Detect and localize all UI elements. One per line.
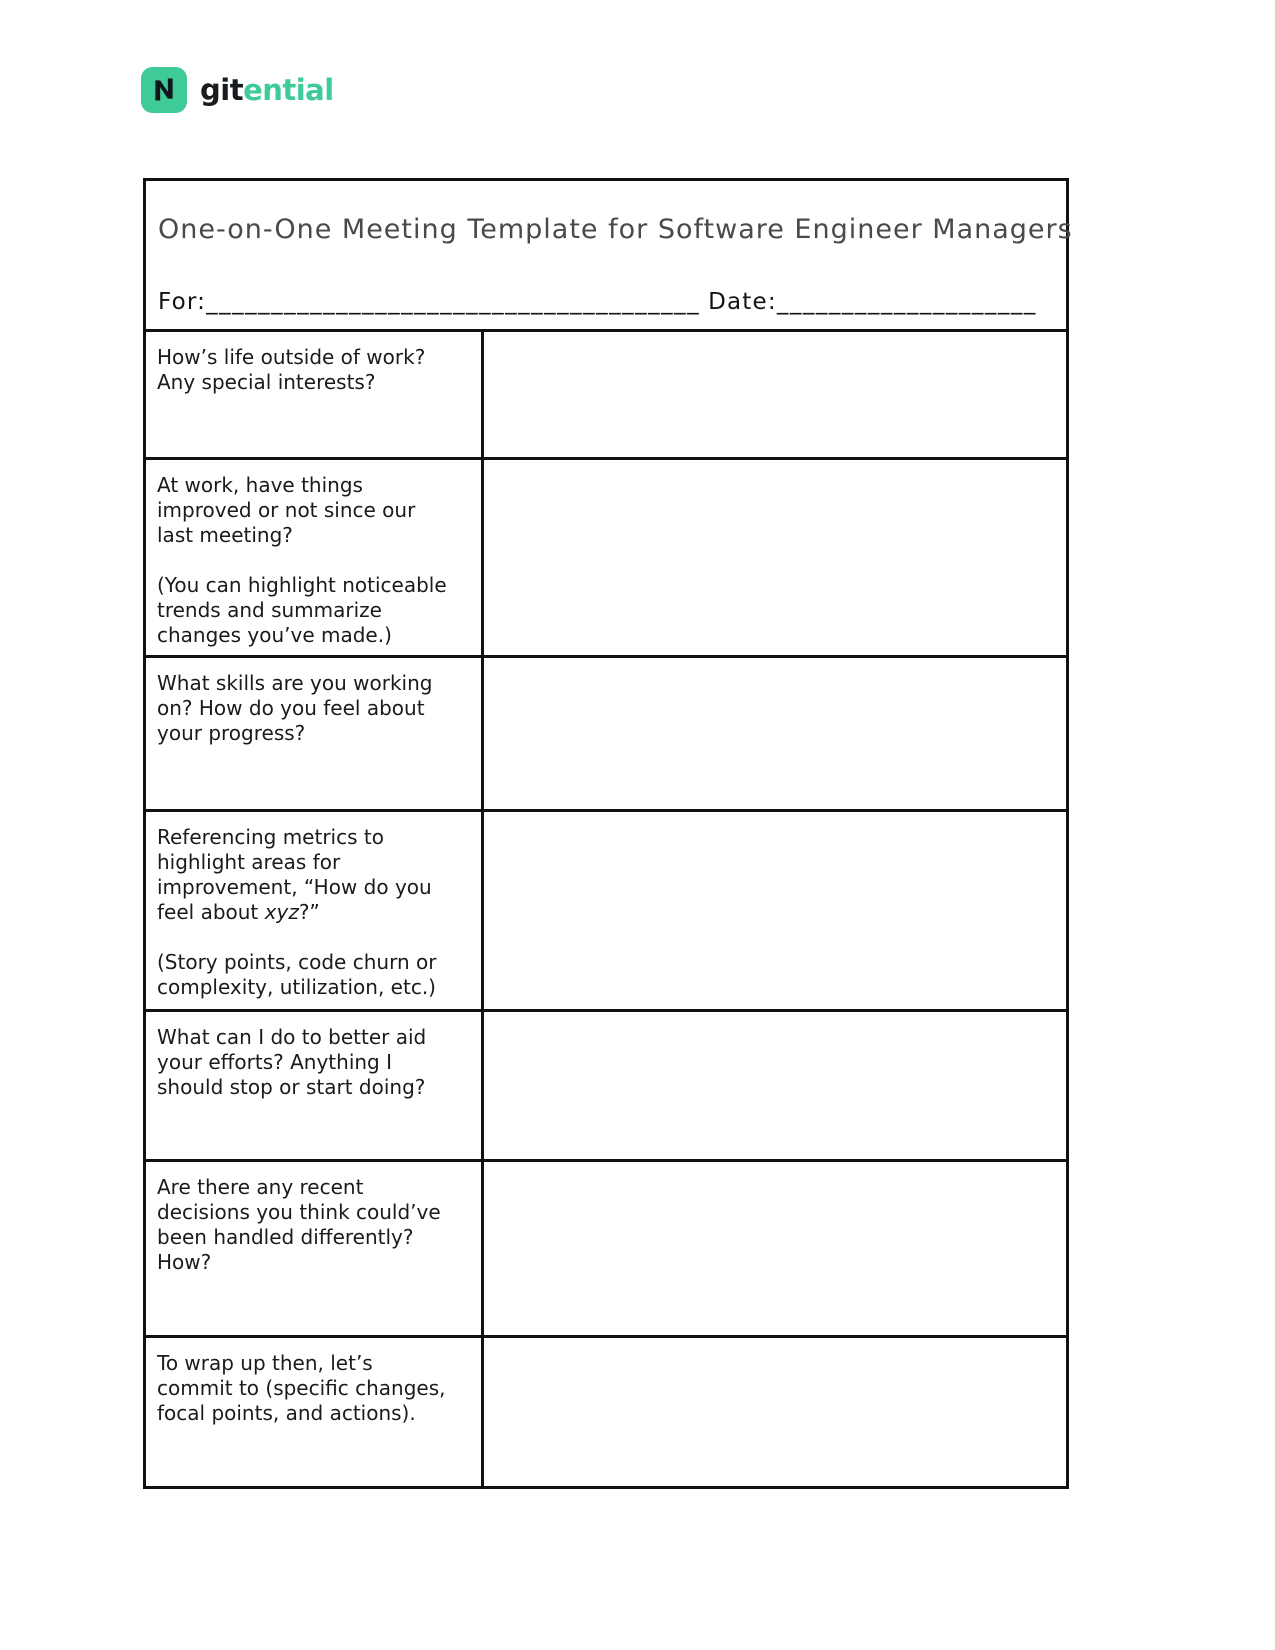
question-text-run: your efforts? Anything I [157,1050,392,1074]
table-row [146,1162,1066,1338]
answer-cell[interactable] [484,1338,1066,1486]
question-text-run: improved or not since our [157,498,416,522]
date-label: Date: [708,289,777,315]
question-line [157,345,477,370]
question-text-run: complexity, utilization, etc.) [157,975,436,999]
question-cell [146,460,484,655]
question-rows [146,332,1066,1486]
page-title: One-on-One Meeting Template for Software Engineer Managers [158,214,1073,245]
question-line [157,875,477,900]
question-line [157,850,477,875]
question-line [157,623,477,648]
for-label: For: [158,289,207,315]
answer-cell[interactable] [484,460,1066,655]
question-text-run: focal points, and actions). [157,1401,416,1425]
question-line [157,950,477,975]
question-line [157,696,477,721]
question-cell [146,332,484,457]
question-line [157,1351,477,1376]
question-cell [146,658,484,809]
question-line [157,548,477,573]
question-text-run: Referencing metrics to [157,825,384,849]
question-text-run: (You can highlight noticeable [157,573,447,597]
gitential-logo-icon [141,67,187,113]
question-text-run: changes you’ve made.) [157,623,392,647]
question-line [157,1225,477,1250]
table-row [146,812,1066,1012]
answer-cell[interactable] [484,658,1066,809]
question-line [157,598,477,623]
question-line [157,1075,477,1100]
question-line [157,1175,477,1200]
template-header [146,181,1073,332]
question-text-run: trends and summarize [157,598,382,622]
question-line [157,900,477,925]
gitential-wordmark [200,67,334,113]
answer-cell[interactable] [484,1162,1066,1335]
date-blank-field[interactable]: ____________________ [776,289,1037,315]
table-row [146,460,1066,658]
question-text-run: At work, have things [157,473,363,497]
question-text-run: decisions you think could’ve [157,1200,441,1224]
table-row [146,1338,1066,1486]
question-text-run: should stop or start doing? [157,1075,426,1099]
question-line [157,1250,477,1275]
question-text-run: xyz [264,900,299,924]
question-cell [146,1338,484,1486]
question-line [157,573,477,598]
question-text-run: ?” [298,900,320,924]
for-date-line [158,289,1037,315]
table-row [146,332,1066,460]
question-line [157,825,477,850]
question-text-run: How? [157,1250,212,1274]
wordmark-ential: ential [243,73,334,107]
question-cell [146,1162,484,1335]
answer-cell[interactable] [484,332,1066,457]
answer-cell[interactable] [484,1012,1066,1159]
question-cell [146,1012,484,1159]
question-text-run: What skills are you working [157,671,433,695]
question-line [157,671,477,696]
question-line [157,1025,477,1050]
question-cell [146,812,484,1009]
question-line [157,523,477,548]
meeting-template-table [143,178,1073,1489]
question-line [157,473,477,498]
question-text-run: highlight areas for [157,850,341,874]
question-line [157,498,477,523]
question-text-run: on? How do you feel about [157,696,425,720]
question-text-run: last meeting? [157,523,293,547]
question-text-run: been handled differently? [157,1225,414,1249]
question-text-run: How’s life outside of work? [157,345,426,369]
table-row [146,1012,1066,1162]
question-text-run: commit to (specific changes, [157,1376,446,1400]
question-line [157,1376,477,1401]
question-text-run: your progress? [157,721,306,745]
question-text-run: feel about [157,900,265,924]
question-line [157,370,477,395]
gitential-logo [141,67,334,113]
question-text-run: Any special interests? [157,370,376,394]
question-line [157,975,477,1000]
question-text-run: (Story points, code churn or [157,950,437,974]
for-blank-field[interactable]: ______________________________________ [206,289,701,315]
question-text-run: Are there any recent [157,1175,364,1199]
question-line [157,1200,477,1225]
question-line [157,925,477,950]
table-row [146,658,1066,812]
question-line [157,1050,477,1075]
question-line [157,1401,477,1426]
question-text-run: improvement, “How do you [157,875,432,899]
question-line [157,721,477,746]
answer-cell[interactable] [484,812,1066,1009]
question-text-run: To wrap up then, let’s [157,1351,373,1375]
wordmark-git: git [200,73,244,107]
question-text-run: What can I do to better aid [157,1025,427,1049]
